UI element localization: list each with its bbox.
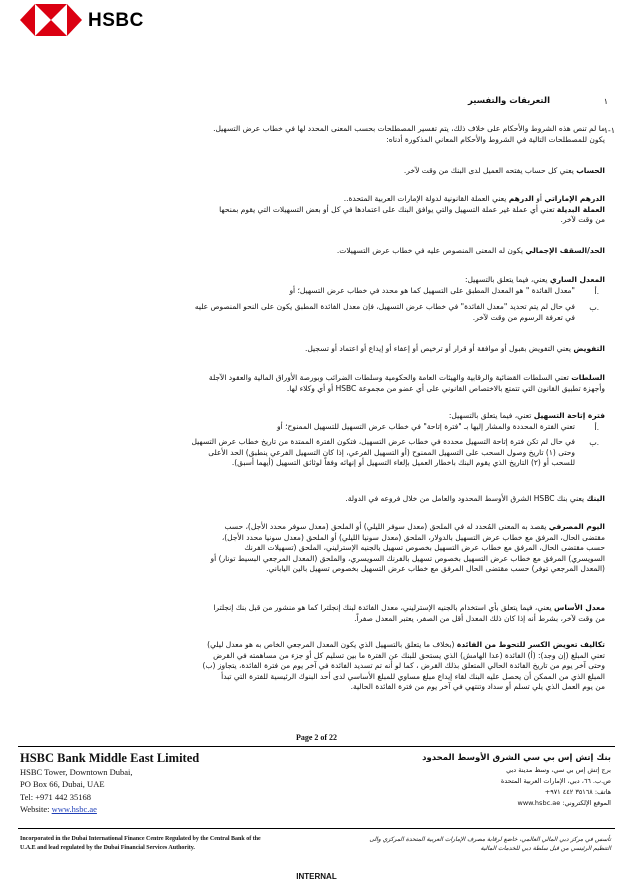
footer-website-label: Website: — [20, 804, 52, 815]
list-item: تعني الفترة المحددة والمشار إليها بـ "فترة إتاحة" في خطاب عرض التسهيل للتسهيل الممنوح؛ أو — [277, 422, 575, 431]
definition-text: يعني، فيما يتعلق بالتسهيل: — [464, 275, 550, 284]
section-number: ١ — [603, 97, 608, 106]
footer-telephone-arabic: هاتف: ٣٥١٦٨ ٤٤٢ ٩٧١+ — [544, 788, 611, 796]
definition-text: (بخلاف ما يتعلق بالتسهيل الذي يكون المعدل المرجعي الخاص به هو معدل ليلي) — [207, 640, 457, 649]
term: العملة البديلة — [556, 204, 605, 214]
definition-text: حسب مقتضى الحال، المرفق مع خطاب عرض التسهيل بخصوص تسهيل بالجنيه الإسترليني، الملحق (تسهيلات الفرنك — [244, 543, 605, 553]
def-banking-day — [85, 522, 605, 575]
definition-text: مقتضى الحال، المرفق مع خطاب عرض التسهيل بالدولار، الملحق (معدل سونيا الليلي) أو الملحق (معدل سونيا محدد الأجل)، — [221, 532, 605, 542]
definition-text: المبلغ الذي من الممكن أن يحصل عليه البنك لقاء إيداع مبلغ مساوي للمبلغ الأساسي لدى أحد البنوك الرئيسية للفترة التي تبدأ — [221, 671, 605, 681]
definition-text: يقصد به المعنى المُحدد له في الملحق (معدل سوفر الليلي) أو الملحق (معدل سوفر محدد الأجل)، حسب — [224, 522, 549, 531]
list-item: في حال لم يتم تحديد "معدل الفائدة" في خطاب عرض التسهيل، فإن معدل الفائدة المطبق يكون على النحو المنصوص عليه في تعرفة الرسوم من وقت لآخر. — [194, 302, 575, 322]
definition-text: يكون له المعنى المنصوص عليه في خطاب عرض التسهيلات. — [336, 246, 526, 255]
definition-text: تعني أي عملة غير عملة التسهيل والتي يوافق البنك على اعتمادها في كل أو بعض التسهيلات التي يقوم بمنحها — [219, 204, 557, 214]
list-label: ب. — [589, 438, 599, 447]
def-limit — [85, 246, 605, 257]
footer-telephone: Tel: +971 442 35168 — [20, 791, 92, 802]
definition-text: وحتى آخر يوم من تاريخ الفائدة الحالي المتعلق بذلك القرض ، كما لو أنه تم تسديد الفائدة في آخر يوم من فترة الفائدة، يتجاوز (ب) — [202, 661, 605, 671]
footer-website-link[interactable]: www.hsbc.ae — [51, 804, 97, 815]
def-base-rate — [85, 603, 605, 624]
list-label: أ. — [594, 423, 599, 432]
term: الحد/السقف الإجمالي — [525, 246, 605, 255]
term: السلطات — [571, 373, 605, 382]
term: المعدل الساري — [549, 275, 605, 284]
term: الحساب — [576, 166, 605, 175]
footer-address-arabic: ص.ب. ٦٦، دبي، الإمارات العربية المتحدة — [500, 777, 611, 785]
page-number: Page 2 of 22 — [295, 733, 338, 742]
term: الدرهم الإماراتي — [544, 194, 605, 203]
term: البنك — [586, 494, 605, 503]
hsbc-hexagon-icon — [20, 4, 82, 36]
def-rate — [85, 275, 605, 286]
list-item: "معدل الفائدة " هو المعدل المطبق على التسهيل كما هو محدد في خطاب عرض التسهيل؛ أو — [289, 286, 575, 295]
list-label: أ. — [594, 287, 599, 296]
def-bank — [85, 494, 605, 505]
definition-text: من وقت لآخر. — [560, 215, 605, 225]
definition-text: يعني العملة القانونية لدولة الإمارات العربية المتحدة.. — [343, 194, 509, 203]
definition-text: من يوم العمل الذي يلي تسلم أو سداد وتنتهي في آخر يوم من فترة الفائدة الحالية. — [350, 682, 605, 692]
clause-line: ما لم تنص هذه الشروط والأحكام على خلاف ذلك، يتم تفسير المصطلحات بحسب المعنى المحدد لها في خطاب عرض التسهيل. — [213, 124, 605, 133]
section-title: التعريفات والتفسير — [467, 96, 550, 106]
clause-number: ١-١ — [603, 126, 615, 135]
brand-name: HSBC — [88, 10, 144, 31]
def-authorization — [85, 344, 605, 355]
def-availability — [85, 411, 605, 422]
classification-label: INTERNAL — [296, 872, 337, 881]
regulatory-arabic: تأسس في مركز دبي المالي العالمي، خاضع لرقابة مصرف الإمارات العربية المتحدة المركزي والى التنظيم الرئيسي من قبل سلطة دبي للخدمات المالية — [369, 836, 611, 852]
footer-address: HSBC Tower, Downtown Dubai, — [20, 767, 133, 777]
term: التفويض — [573, 344, 605, 353]
definition-text: (المعدل المرجعي توفر) حسب مقتضى الحال المرفق مع خطاب عرض التسهيل بخصوص تسهيل بالين الياباني. — [266, 564, 605, 574]
list-item: في حال لم تكن فترة إتاحة التسهيل محددة في خطاب عرض التسهيل، فتكون الفترة الممتدة من تاريخ خطاب عرض التسهيل وحتى (١) تاريخ وصول السحب على التسهيل الممنوح (أو التسهيل الفرعي، إذا كان التسهيل الفرعي ينطبق) الحد الأعلى للسحب أو (٢) التاريخ الذي يقوم البنك باخطار العميل بإلغاء التسهيل أو إنهائه وفقاً لوثائق التسهيل (أيهما أسبق). — [191, 437, 575, 468]
footer-divider — [18, 828, 615, 829]
footer-website-label-arabic: الموقع الإلكتروني: — [560, 799, 611, 807]
def-break-costs — [85, 640, 605, 693]
definition-text: يعني بنك HSBC الشرق الأوسط المحدود والعامل من خلال فروعه في الدولة. — [345, 494, 587, 503]
hsbc-logo — [20, 4, 152, 38]
footer-address-arabic: برج إتش إس بي سي، وسط مدينة دبي — [506, 766, 611, 774]
term: تكاليف تعويض الكسر للتحوط من الفائدة — [456, 640, 605, 649]
definition-text: تعني السلطات القضائية والرقابية والهيئات العامة والحكومية وسلطات الضرائب وبورصة الأوراق المالية والعقود الآجلة — [208, 373, 572, 382]
def-account — [85, 166, 605, 177]
list-label: ب. — [589, 303, 599, 312]
term: معدل الأساس — [553, 603, 605, 612]
footer-divider — [18, 746, 615, 747]
definition-text: تعني، فيما يتعلق بالتسهيل: — [448, 411, 534, 420]
clause-1-1 — [85, 124, 605, 145]
footer-english — [20, 751, 280, 816]
definition-text: وأجهزة تطبيق القانون التي تتمتع بالاختصاص القانوني على أي عضو من مجموعة HSBC أو أي وكلاء لها. — [286, 383, 605, 393]
definition-text: تعني المبلغ (إن وجد): (أ) الفائدة (عدا الهامش) الذي يستحق للبنك عن الفترة ما بين تسليم كل أو جزء من مساهمته في القرض — [213, 650, 605, 660]
footer-arabic — [351, 751, 611, 809]
term: فترة إتاحة التسهيل — [533, 411, 605, 420]
definition-text: يعني التفويض بقبول أو موافقة أو قرار أو ترخيص أو إعفاء أو إيداع أو اعتماد أو تسجيل. — [304, 344, 574, 353]
definition-text: يعني كل حساب يفتحه العميل لدى البنك من وقت لآخر. — [403, 166, 577, 175]
regulatory-english: Incorporated in the Dubai International Finance Centre Regulated by the Central Bank of the U.A.E and lead regulated by the Dubai Financial Services Authority. — [20, 836, 261, 851]
term: اليوم المصرفي — [548, 522, 605, 531]
term: الدرهم — [508, 194, 534, 203]
footer-address: PO Box 66, Dubai, UAE — [20, 779, 105, 790]
clause-line: يكون للمصطلحات التالية في الشروط والأحكام المعاني المذكورة أدناه: — [386, 134, 605, 144]
definition-text: من وقت لآخر، بشرط أنه إذا كان ذلك المعدل أقل من الصفر، يعتبر المعدل صفراً. — [354, 613, 605, 623]
definition-text: السويسري) المرفق مع خطاب عرض التسهيل بخصوص تسهيل بالفرنك السويسري، والملحق (المعدل المرجعي البسيط تونار) أو — [210, 553, 605, 563]
def-aed — [85, 194, 605, 226]
footer-bank-name: HSBC Bank Middle East Limited — [20, 751, 200, 765]
footer-bank-name-arabic: بنك إتش إس بي سي الشرق الأوسط المحدود — [422, 753, 611, 763]
definition-text: يعني، فيما يتعلق بأي استخدام بالجنيه الإسترليني، معدل الفائدة لبنك إنجلترا كما هو منشور من قبل بنك إنجلترا — [213, 603, 554, 612]
def-authorities — [85, 373, 605, 394]
connector: أو — [533, 194, 545, 203]
footer-website-arabic[interactable]: www.hsbc.ae — [517, 799, 561, 807]
